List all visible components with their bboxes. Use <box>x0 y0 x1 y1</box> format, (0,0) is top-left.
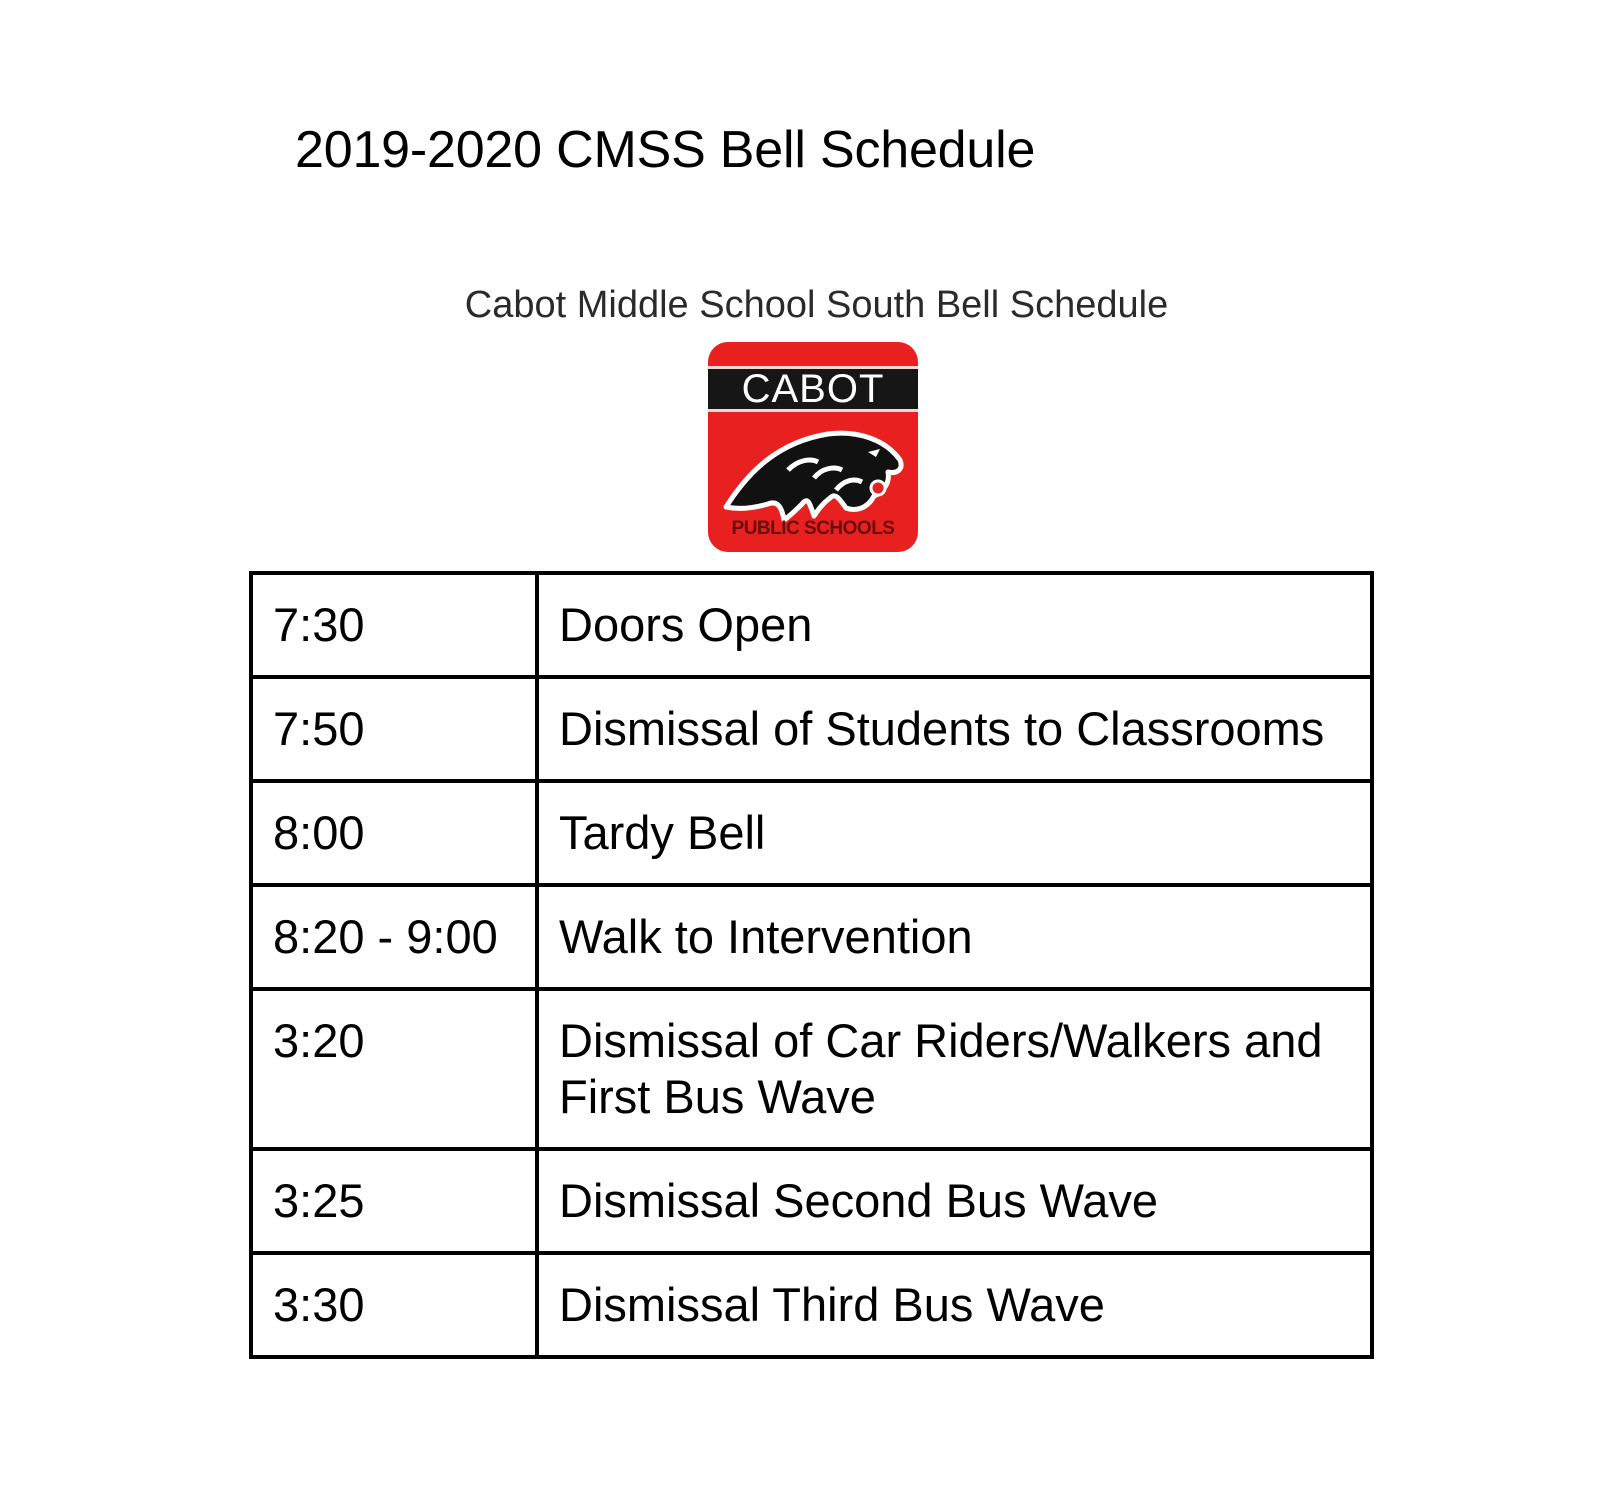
time-cell: 3:30 <box>251 1253 537 1357</box>
bell-schedule-table <box>249 571 1374 1359</box>
event-cell: Dismissal Second Bus Wave <box>537 1149 1372 1253</box>
event-cell: Tardy Bell <box>537 781 1372 885</box>
time-cell: 7:30 <box>251 573 537 677</box>
table-row <box>251 885 1372 989</box>
event-cell: Walk to Intervention <box>537 885 1372 989</box>
time-cell: 3:20 <box>251 989 537 1149</box>
time-cell: 8:00 <box>251 781 537 885</box>
table-row <box>251 781 1372 885</box>
table-row <box>251 1149 1372 1253</box>
time-cell: 7:50 <box>251 677 537 781</box>
event-cell: Dismissal Third Bus Wave <box>537 1253 1372 1357</box>
page-title: 2019-2020 CMSS Bell Schedule <box>295 121 1036 179</box>
table-row <box>251 573 1372 677</box>
logo-top-text: CABOT <box>741 367 885 411</box>
table-row <box>251 989 1372 1149</box>
cabot-logo <box>708 342 918 552</box>
table-row <box>251 677 1372 781</box>
time-cell: 8:20 - 9:00 <box>251 885 537 989</box>
event-cell: Dismissal of Students to Classrooms <box>537 677 1372 781</box>
event-cell: Dismissal of Car Riders/Walkers and First Bus Wave <box>537 989 1372 1149</box>
logo-bottom-text: PUBLIC SCHOOLS <box>731 518 895 539</box>
event-cell: Doors Open <box>537 573 1372 677</box>
panther-icon <box>718 412 908 522</box>
table-row <box>251 1253 1372 1357</box>
time-cell: 3:25 <box>251 1149 537 1253</box>
school-subtitle: Cabot Middle School South Bell Schedule <box>464 284 1169 326</box>
